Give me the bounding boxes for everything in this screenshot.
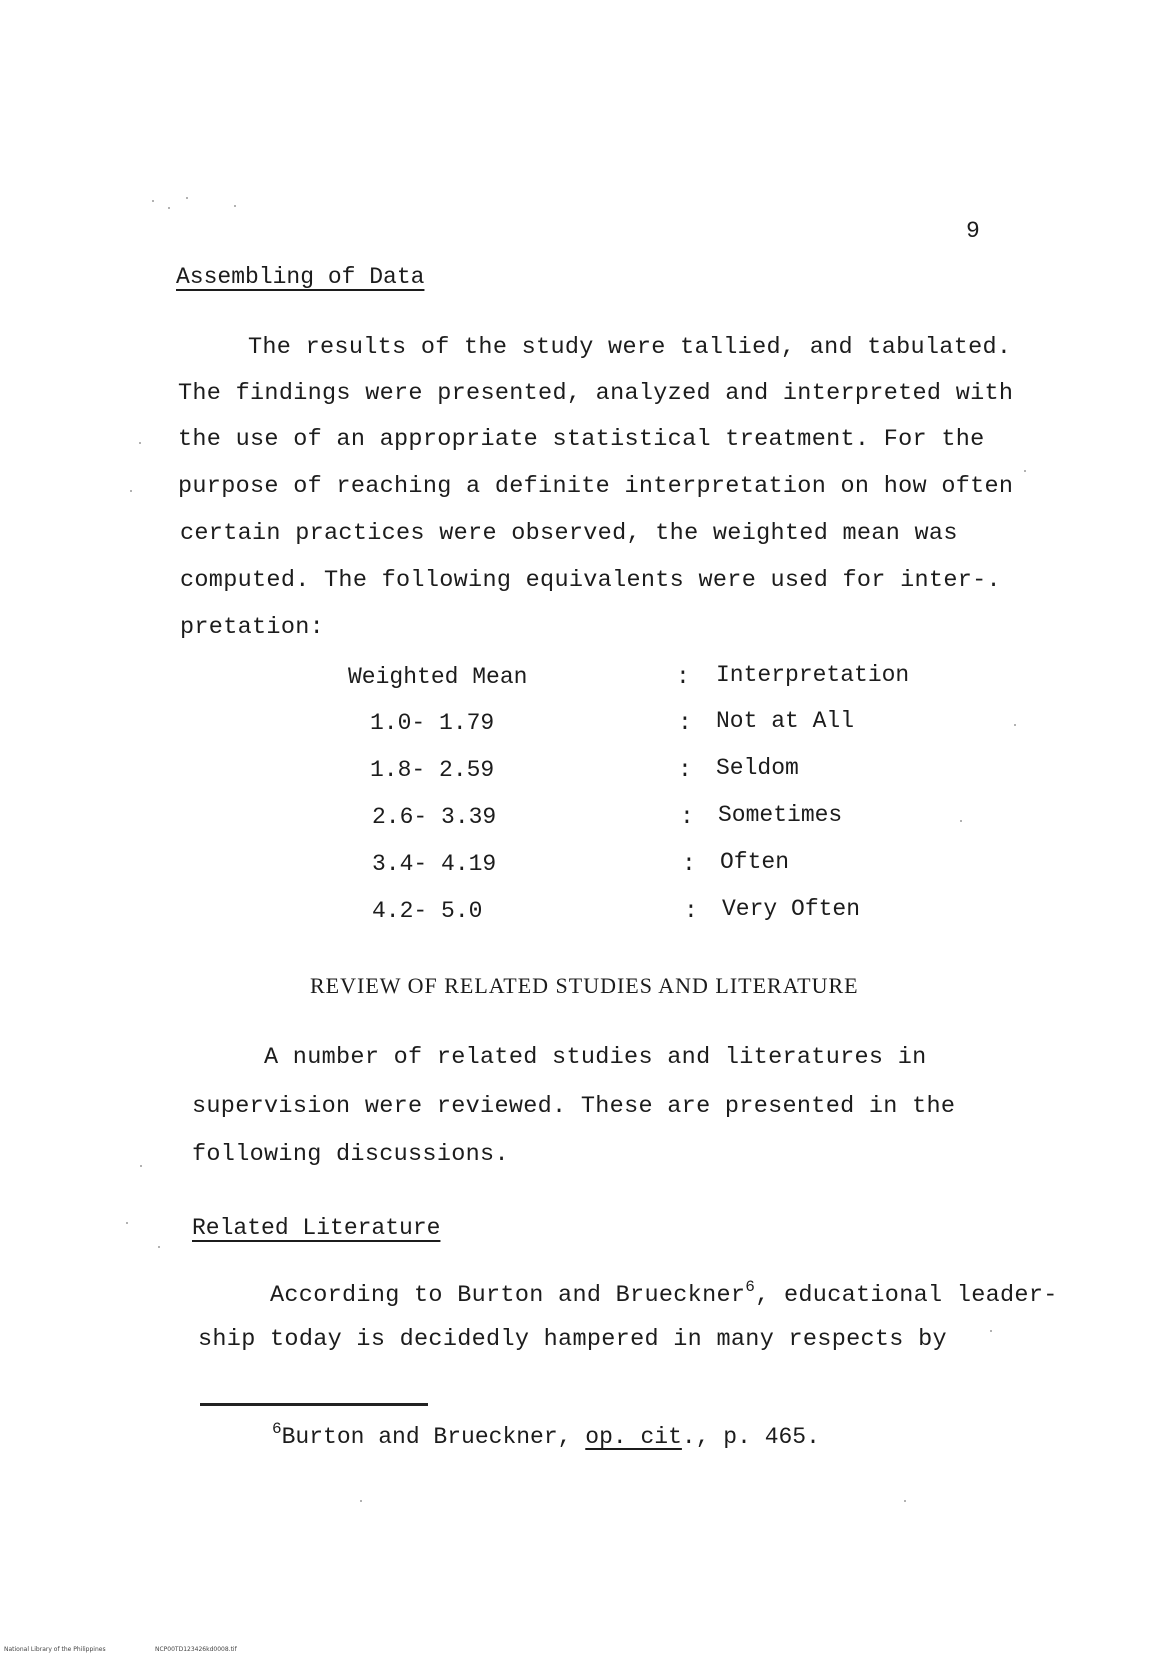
table-header-weighted-mean: Weighted Mean [348,664,528,690]
table-separator: : [684,898,698,924]
table-row-range: 3.4- 4.19 [372,851,497,877]
paragraph-line: The findings were presented, analyzed and interpreted with [178,380,1014,407]
footer-library-name: National Library of the Philippines [4,1646,106,1653]
scan-speck [960,820,962,822]
table-row-label: Often [720,849,790,875]
scan-speck [234,205,236,207]
table-row-label: Seldom [716,755,799,781]
paragraph-line: ship today is decidedly hampered in many respects by [198,1326,947,1353]
scan-speck [158,1246,160,1248]
paragraph-line: certain practices were observed, the weighted mean was [180,520,958,547]
scan-speck [904,1500,906,1502]
table-separator: : [682,851,696,877]
footnote-citation: op. cit [585,1424,682,1450]
scan-speck [990,1330,992,1332]
scan-speck [168,207,170,209]
text-run: , educational leader- [755,1282,1058,1309]
text-run: According to Burton and Brueckner [270,1282,746,1309]
scan-speck [130,490,132,492]
paragraph-line: pretation: [180,614,325,641]
paragraph-line: computed. The following equivalents were used for inter-. [180,567,1001,594]
paragraph-line: purpose of reaching a definite interpretation on how often [178,473,1014,500]
footnote-marker: 6 [272,1420,282,1438]
paragraph-line: supervision were reviewed. These are presented in the [192,1093,956,1120]
table-row-range: 2.6- 3.39 [372,804,497,830]
page-number: 9 [966,218,980,244]
scan-speck [140,1165,142,1167]
paragraph-line: A number of related studies and literatures in [264,1044,927,1071]
paragraph-line: the use of an appropriate statistical treatment. For the [178,426,985,453]
scan-speck [1014,724,1016,726]
table-row-range: 1.0- 1.79 [370,710,495,736]
table-separator: : [676,664,690,690]
footnote-divider [200,1403,428,1406]
table-row-range: 1.8- 2.59 [370,757,495,783]
scan-speck [360,1500,362,1502]
paragraph-line: following discussions. [192,1141,509,1168]
subsection-heading-related-literature: Related Literature [192,1215,441,1241]
table-row-range: 4.2- 5.0 [372,898,483,924]
table-row-label: Not at All [716,708,855,734]
footnote-text: ., p. 465. [681,1424,820,1450]
scan-speck [139,442,141,444]
footer-file-id: NCP00TD123426kd0008.tif [155,1646,237,1653]
paragraph-line: The results of the study were tallied, and tabulated. [248,334,1012,361]
scan-speck [186,197,188,199]
paragraph-line [270,1278,1058,1309]
scan-speck [126,1222,128,1224]
footnote-reference: 6 [745,1278,756,1296]
table-separator: : [678,757,692,783]
footnote-text: Burton and Brueckner, [281,1424,586,1450]
table-separator: : [680,804,694,830]
table-separator: : [678,710,692,736]
table-row-label: Sometimes [718,802,843,828]
review-section-heading: REVIEW OF RELATED STUDIES AND LITERATURE [310,973,859,998]
table-row-label: Very Often [722,896,861,922]
scan-speck [1024,470,1026,472]
footnote [272,1420,820,1450]
section-heading-assembling-of-data: Assembling of Data [176,264,425,290]
scan-speck [152,200,154,202]
table-header-interpretation: Interpretation [716,662,910,688]
